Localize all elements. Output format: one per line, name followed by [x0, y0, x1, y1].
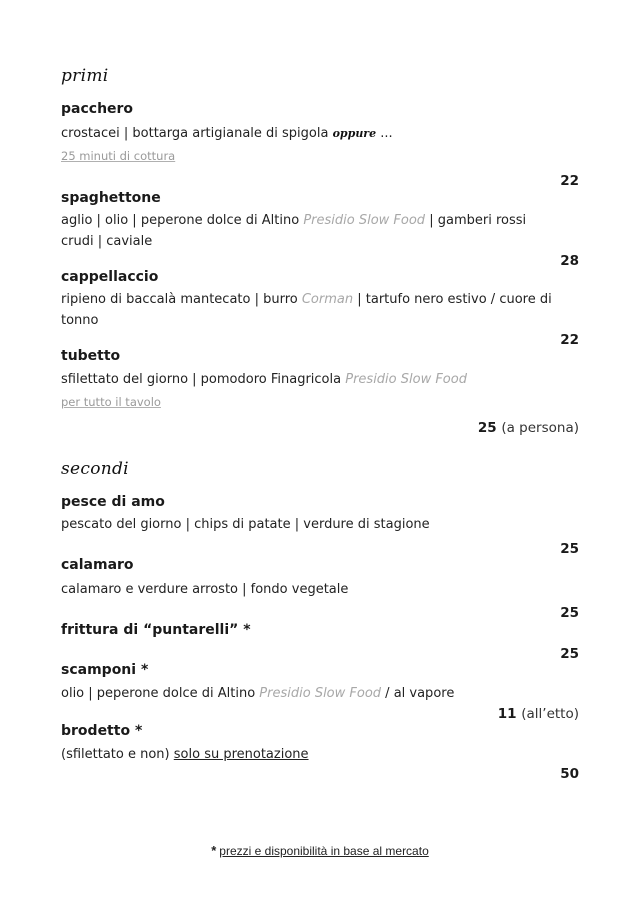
- desc-text: crostacei | bottarga artigianale di spigola: [61, 126, 329, 141]
- dish-name-frittura: frittura di “puntarelli” *: [61, 622, 251, 638]
- desc-text: ripieno di baccalà mantecato | burro: [61, 292, 302, 307]
- dish-price-pesce-di-amo: 25: [560, 541, 579, 557]
- price-value: 25: [477, 420, 497, 436]
- oppure-script-text: oppure: [332, 127, 377, 140]
- price-unit: (a persona): [501, 420, 579, 436]
- price-value: 11: [497, 706, 517, 722]
- section-title-secondi: secondi: [61, 459, 129, 479]
- dish-name-spaghettone: spaghettone: [61, 190, 161, 206]
- dish-desc-cappellaccio: [61, 289, 561, 331]
- dish-desc-pesce-di-amo: pescato del giorno | chips di patate | verdure di stagione: [61, 517, 430, 532]
- dish-name-cappellaccio: cappellaccio: [61, 269, 159, 285]
- presidio-label: Presidio Slow Food: [303, 213, 426, 228]
- dish-name-brodetto: brodetto *: [61, 723, 143, 739]
- dish-name-pesce-di-amo: pesce di amo: [61, 494, 165, 510]
- footer-text: prezzi e disponibilità in base al mercato: [219, 844, 429, 858]
- dish-price-brodetto: 50: [560, 766, 579, 782]
- dish-desc-spaghettone: [61, 210, 561, 252]
- presidio-label: Presidio Slow Food: [259, 686, 382, 701]
- dish-note-pacchero: 25 minuti di cottura: [61, 149, 176, 163]
- presidio-label: Presidio Slow Food: [345, 372, 467, 387]
- reservation-note: solo su prenotazione: [173, 747, 309, 762]
- desc-text: olio | peperone dolce di Altino: [61, 686, 260, 701]
- dish-price-calamaro: 25: [560, 605, 579, 621]
- dish-note-tubetto: per tutto il tavolo: [61, 395, 161, 409]
- dish-name-pacchero: pacchero: [61, 101, 134, 117]
- dish-price-pacchero: 22: [560, 173, 579, 189]
- dish-desc-tubetto: [61, 369, 561, 390]
- dish-price-tubetto: [478, 420, 579, 436]
- asterisk-mark: *: [211, 843, 217, 858]
- dish-desc-brodetto: [61, 744, 561, 765]
- desc-ellipsis: ...: [376, 126, 393, 141]
- desc-text: aglio | olio | peperone dolce di Altino: [61, 213, 304, 228]
- desc-text: (sfilettato e non): [61, 747, 174, 762]
- dish-price-spaghettone: 28: [560, 253, 579, 269]
- dish-desc-pacchero: [61, 123, 561, 144]
- desc-text: | gamberi rossi crudi | caviale: [61, 213, 527, 249]
- dish-desc-calamaro: calamaro e verdure arrosto | fondo vegetale: [61, 582, 349, 597]
- dish-price-scamponi: [498, 706, 579, 722]
- price-unit: (all’etto): [521, 706, 579, 722]
- dish-name-scamponi: scamponi *: [61, 662, 149, 678]
- desc-text: / al vapore: [381, 686, 455, 701]
- brand-label: Corman: [301, 292, 354, 307]
- dish-price-cappellaccio: 22: [560, 332, 579, 348]
- desc-text: | tartufo nero estivo / cuore di tonno: [61, 292, 552, 328]
- section-title-primi: primi: [61, 66, 109, 86]
- dish-name-calamaro: calamaro: [61, 557, 134, 573]
- dish-price-frittura: 25: [560, 646, 579, 662]
- desc-text: sfilettato del giorno | pomodoro Finagricola: [61, 372, 346, 387]
- dish-name-tubetto: tubetto: [61, 348, 121, 364]
- footer-note: [0, 843, 640, 858]
- dish-desc-scamponi: [61, 683, 561, 704]
